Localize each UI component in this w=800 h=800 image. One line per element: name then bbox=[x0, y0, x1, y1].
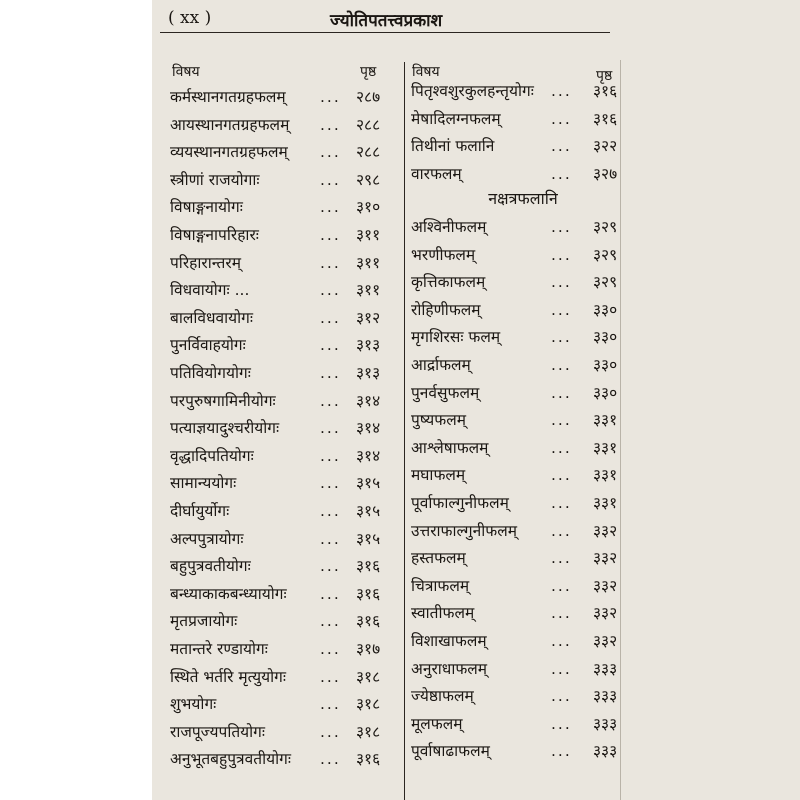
entry-title: अल्पपुत्रायोगः bbox=[170, 529, 244, 548]
entry-title: परिहारान्तरम् bbox=[170, 253, 241, 272]
toc-entry bbox=[411, 598, 635, 628]
entry-page-number: ३१४ bbox=[356, 446, 381, 465]
toc-entry bbox=[411, 488, 635, 518]
entry-title: पुनर्विवाहयोगः bbox=[170, 336, 246, 355]
entry-title: अनुराधाफलम् bbox=[411, 659, 488, 678]
toc-entry bbox=[170, 606, 398, 636]
leader-dots: ... bbox=[551, 659, 572, 678]
entry-page-number: ३११ bbox=[356, 253, 381, 272]
leader-dots: ... bbox=[320, 640, 341, 658]
entry-page-number: २९८ bbox=[356, 170, 381, 189]
entry-title: दीर्घायुर्योगः bbox=[170, 502, 230, 520]
leader-dots: ... bbox=[320, 557, 341, 576]
entry-page-number: ३३२ bbox=[593, 576, 618, 595]
leader-dots: ... bbox=[551, 383, 572, 402]
entry-page-number: ३१४ bbox=[356, 419, 381, 438]
left-subject-heading: विषय bbox=[172, 64, 200, 80]
leader-dots: ... bbox=[320, 391, 341, 410]
entry-page-number: ३१८ bbox=[356, 667, 381, 686]
entry-title: सामान्ययोगः bbox=[170, 474, 237, 493]
toc-entry bbox=[411, 405, 635, 435]
toc-entry bbox=[170, 110, 398, 140]
entry-page-number: ३२९ bbox=[593, 218, 618, 236]
entry-page-number: ३१८ bbox=[356, 695, 381, 714]
toc-entry bbox=[170, 330, 398, 360]
running-title: ज्योतिपतत्त्वप्रकाश bbox=[330, 11, 443, 31]
leader-dots: ... bbox=[320, 253, 341, 272]
toc-entry bbox=[411, 76, 635, 106]
toc-entry bbox=[411, 159, 635, 189]
entry-title: मृगशिरसः फलम् bbox=[411, 328, 501, 347]
entry-title: तिथीनां फलानि bbox=[411, 137, 495, 156]
leader-dots: ... bbox=[551, 273, 572, 292]
toc-entry bbox=[411, 626, 635, 656]
entry-title: शुभयोगः bbox=[170, 695, 217, 714]
entry-page-number: ३३२ bbox=[593, 604, 618, 623]
entry-title: पूर्वाफाल्गुनीफलम् bbox=[411, 494, 509, 512]
leader-dots: ... bbox=[551, 742, 572, 761]
leader-dots: ... bbox=[320, 667, 341, 686]
toc-entry bbox=[170, 413, 398, 443]
entry-page-number: ३१३ bbox=[356, 336, 381, 355]
leader-dots: ... bbox=[551, 632, 572, 650]
leader-dots: ... bbox=[551, 356, 572, 374]
section-heading: नक्षत्रफलानि bbox=[488, 189, 558, 208]
entry-page-number: ३३० bbox=[593, 383, 618, 402]
toc-entry bbox=[170, 165, 398, 195]
toc-entry bbox=[170, 579, 398, 609]
entry-page-number: ३११ bbox=[356, 281, 381, 300]
toc-entry bbox=[411, 571, 635, 601]
toc-entry bbox=[411, 681, 635, 711]
leader-dots: ... bbox=[320, 198, 341, 217]
entry-title: कृत्तिकाफलम् bbox=[411, 273, 486, 292]
toc-entry bbox=[411, 654, 635, 684]
leader-dots: ... bbox=[320, 612, 341, 631]
entry-title: स्त्रीणां राजयोगाः bbox=[170, 170, 260, 189]
entry-title: विधवायोगः ... bbox=[170, 281, 250, 300]
toc-entry bbox=[411, 322, 635, 352]
toc-entry bbox=[170, 358, 398, 388]
entry-page-number: २८७ bbox=[356, 88, 381, 106]
toc-entry bbox=[411, 736, 635, 766]
toc-entry bbox=[411, 104, 635, 134]
leader-dots: ... bbox=[320, 529, 341, 548]
toc-entry bbox=[170, 192, 398, 222]
toc-entry bbox=[411, 378, 635, 408]
leader-dots: ... bbox=[551, 466, 572, 485]
entry-title: भरणीफलम् bbox=[411, 245, 476, 264]
entry-title: उत्तराफाल्गुनीफलम् bbox=[411, 521, 517, 540]
leader-dots: ... bbox=[320, 474, 341, 493]
leader-dots: ... bbox=[551, 411, 572, 430]
entry-page-number: २८८ bbox=[356, 143, 381, 162]
entry-title: विषाङ्गनायोगः bbox=[170, 198, 243, 217]
entry-page-number: ३१४ bbox=[356, 391, 381, 410]
entry-title: मघाफलम् bbox=[411, 466, 466, 485]
entry-page-number: ३१६ bbox=[593, 109, 618, 128]
entry-title: चित्राफलम् bbox=[411, 576, 470, 595]
leader-dots: ... bbox=[551, 300, 572, 319]
entry-title: अश्विनीफलम् bbox=[411, 218, 487, 236]
entry-title: आयस्थानगतग्रहफलम् bbox=[170, 115, 290, 134]
leader-dots: ... bbox=[320, 722, 341, 741]
leader-dots: ... bbox=[551, 494, 572, 512]
leader-dots: ... bbox=[551, 245, 572, 264]
leader-dots: ... bbox=[320, 115, 341, 134]
entry-page-number: ३३३ bbox=[593, 742, 618, 761]
toc-entry bbox=[411, 516, 635, 546]
header-rule bbox=[160, 32, 610, 33]
entry-title: हस्तफलम् bbox=[411, 549, 466, 568]
entry-title: मेषादिलग्नफलम् bbox=[411, 109, 501, 128]
entry-page-number: ३१५ bbox=[356, 474, 381, 493]
entry-title: बहुपुत्रवतीयोगः bbox=[170, 557, 251, 576]
leader-dots: ... bbox=[551, 521, 572, 540]
entry-title: वृद्धादिपतियोगः bbox=[170, 446, 254, 465]
entry-page-number: ३१३ bbox=[356, 364, 381, 382]
leader-dots: ... bbox=[320, 308, 341, 327]
toc-entry bbox=[411, 240, 635, 270]
leader-dots: ... bbox=[320, 502, 341, 520]
entry-title: मूलफलम् bbox=[411, 714, 463, 733]
entry-title: मृतप्रजायोगः bbox=[170, 612, 238, 631]
toc-entry bbox=[411, 460, 635, 490]
entry-title: वारफलम् bbox=[411, 164, 462, 183]
leader-dots: ... bbox=[320, 336, 341, 355]
entry-page-number: ३३२ bbox=[593, 632, 618, 650]
toc-entry bbox=[170, 496, 398, 526]
toc-entry bbox=[170, 634, 398, 664]
toc-entry bbox=[170, 551, 398, 581]
entry-page-number: ३३२ bbox=[593, 521, 618, 540]
entry-page-number: ३२२ bbox=[593, 137, 618, 156]
entry-page-number: ३३१ bbox=[593, 438, 618, 457]
leader-dots: ... bbox=[320, 281, 341, 300]
leader-dots: ... bbox=[320, 364, 341, 382]
entry-title: रोहिणीफलम् bbox=[411, 300, 481, 319]
column-divider bbox=[404, 62, 405, 800]
toc-entry bbox=[170, 386, 398, 416]
entry-title: विषाङ्गनापरिहारः bbox=[170, 226, 259, 244]
entry-title: परपुरुषगामिनीयोगः bbox=[170, 391, 276, 410]
leader-dots: ... bbox=[551, 687, 572, 706]
entry-page-number: ३२७ bbox=[593, 164, 618, 183]
toc-entry bbox=[411, 433, 635, 463]
toc-entry bbox=[170, 137, 398, 167]
entry-page-number: ३३३ bbox=[593, 659, 618, 678]
entry-page-number: ३३२ bbox=[593, 549, 618, 568]
entry-title: पितृश्वशुरकुलहन्तृयोगः bbox=[411, 82, 534, 100]
toc-entry bbox=[411, 131, 635, 161]
leader-dots: ... bbox=[551, 82, 572, 100]
entry-page-number: ३१० bbox=[356, 198, 381, 217]
entry-title: मतान्तरे रण्डायोगः bbox=[170, 640, 268, 658]
right-page-heading: पृष्ठ bbox=[596, 68, 613, 84]
leader-dots: ... bbox=[320, 419, 341, 438]
leader-dots: ... bbox=[320, 750, 341, 769]
leader-dots: ... bbox=[551, 218, 572, 236]
toc-entry bbox=[170, 303, 398, 333]
toc-entry bbox=[170, 524, 398, 554]
toc-entry bbox=[170, 82, 398, 112]
entry-page-number: ३१७ bbox=[356, 640, 381, 658]
entry-title: व्ययस्थानगतग्रहफलम् bbox=[170, 143, 288, 162]
entry-page-number: २८८ bbox=[356, 115, 381, 134]
toc-entry bbox=[411, 350, 635, 380]
leader-dots: ... bbox=[320, 446, 341, 465]
toc-entry bbox=[170, 689, 398, 719]
leader-dots: ... bbox=[551, 604, 572, 623]
toc-entry bbox=[170, 744, 398, 774]
page-number: ( xx ) bbox=[168, 8, 212, 28]
entry-page-number: ३३० bbox=[593, 356, 618, 374]
entry-title: राजपूज्यपतियोगः bbox=[170, 722, 266, 741]
right-subject-heading: विषय bbox=[412, 64, 440, 80]
entry-page-number: ३३० bbox=[593, 328, 618, 347]
toc-entry bbox=[170, 468, 398, 498]
leader-dots: ... bbox=[320, 226, 341, 244]
leader-dots: ... bbox=[551, 549, 572, 568]
entry-title: बन्ध्याकाकबन्ध्यायोगः bbox=[170, 584, 287, 603]
entry-page-number: ३१६ bbox=[356, 750, 381, 769]
toc-entry bbox=[170, 662, 398, 692]
entry-title: बालविधवायोगः bbox=[170, 308, 254, 327]
entry-page-number: ३१६ bbox=[356, 557, 381, 576]
leader-dots: ... bbox=[551, 109, 572, 128]
toc-entry bbox=[170, 220, 398, 250]
toc-entry bbox=[170, 275, 398, 305]
leader-dots: ... bbox=[551, 576, 572, 595]
entry-page-number: ३१६ bbox=[593, 82, 618, 100]
entry-page-number: ३१५ bbox=[356, 502, 381, 520]
entry-title: स्वातीफलम् bbox=[411, 604, 475, 623]
toc-entry bbox=[411, 543, 635, 573]
entry-page-number: ३३० bbox=[593, 300, 618, 319]
toc-entry bbox=[170, 717, 398, 747]
entry-title: अनुभूतबहुपुत्रवतीयोगः bbox=[170, 750, 291, 769]
entry-title: आश्लेषाफलम् bbox=[411, 438, 489, 457]
entry-title: पुष्यफलम् bbox=[411, 411, 467, 430]
entry-page-number: ३१६ bbox=[356, 612, 381, 631]
leader-dots: ... bbox=[551, 438, 572, 457]
entry-page-number: ३२९ bbox=[593, 245, 618, 264]
entry-page-number: ३११ bbox=[356, 226, 381, 244]
entry-title: ज्येष्ठाफलम् bbox=[411, 687, 474, 706]
toc-entry bbox=[411, 212, 635, 242]
entry-page-number: ३१२ bbox=[356, 308, 381, 327]
leader-dots: ... bbox=[320, 695, 341, 714]
toc-entry bbox=[170, 248, 398, 278]
entry-page-number: ३३१ bbox=[593, 466, 618, 485]
entry-page-number: ३१८ bbox=[356, 722, 381, 741]
entry-page-number: ३२९ bbox=[593, 273, 618, 292]
leader-dots: ... bbox=[320, 584, 341, 603]
leader-dots: ... bbox=[320, 88, 341, 106]
entry-title: आर्द्राफलम् bbox=[411, 356, 471, 374]
entry-title: स्थिते भर्तरि मृत्युयोगः bbox=[170, 667, 287, 686]
entry-title: कर्मस्थानगतग्रहफलम् bbox=[170, 88, 286, 106]
toc-entry bbox=[411, 267, 635, 297]
entry-title: विशाखाफलम् bbox=[411, 632, 487, 650]
entry-page-number: ३३३ bbox=[593, 687, 618, 706]
left-page-heading: पृष्ठ bbox=[360, 64, 377, 80]
entry-page-number: ३३१ bbox=[593, 411, 618, 430]
toc-entry bbox=[170, 441, 398, 471]
leader-dots: ... bbox=[551, 328, 572, 347]
leader-dots: ... bbox=[551, 164, 572, 183]
leader-dots: ... bbox=[320, 170, 341, 189]
entry-page-number: ३३१ bbox=[593, 494, 618, 512]
toc-entry bbox=[411, 295, 635, 325]
entry-title: पुनर्वसुफलम् bbox=[411, 383, 480, 402]
leader-dots: ... bbox=[320, 143, 341, 162]
entry-page-number: ३३३ bbox=[593, 714, 618, 733]
toc-entry bbox=[411, 709, 635, 739]
entry-page-number: ३१५ bbox=[356, 529, 381, 548]
leader-dots: ... bbox=[551, 714, 572, 733]
entry-title: पूर्वाषाढाफलम् bbox=[411, 742, 490, 761]
entry-title: पतिवियोगयोगः bbox=[170, 364, 251, 382]
entry-title: पत्याज्ञयादुश्चरीयोगः bbox=[170, 419, 280, 438]
entry-page-number: ३१६ bbox=[356, 584, 381, 603]
leader-dots: ... bbox=[551, 137, 572, 156]
